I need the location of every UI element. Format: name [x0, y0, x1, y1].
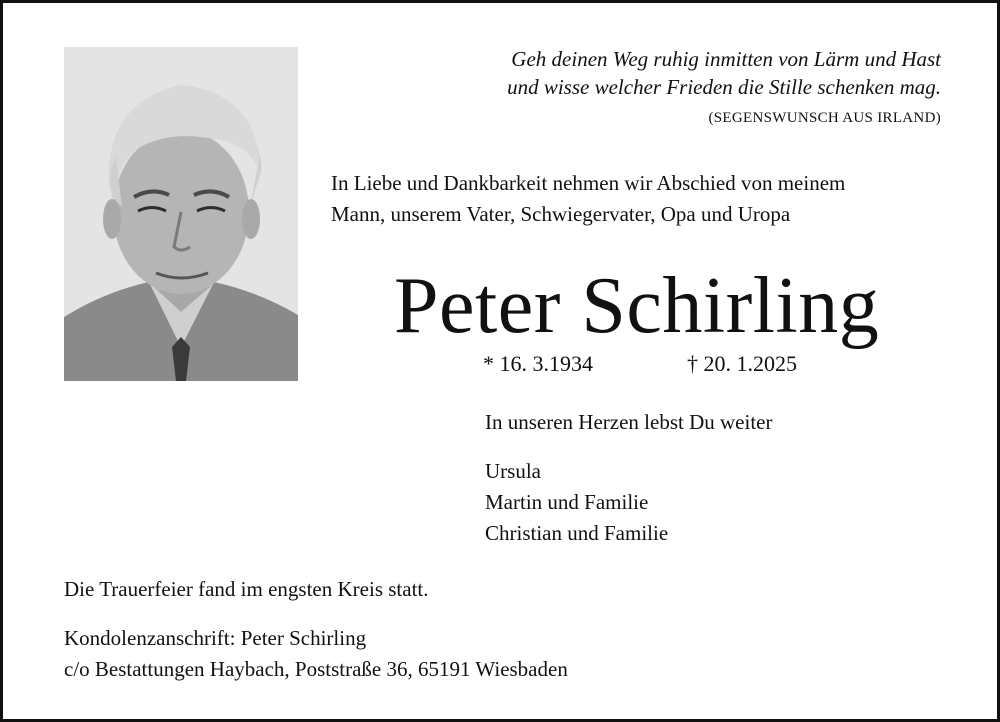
mourners-list [485, 456, 668, 549]
condolence-line-2: c/o Bestattungen Haybach, Poststraße 36, 65191 Wiesbaden [64, 657, 568, 681]
funeral-note: Die Trauerfeier fand im engsten Kreis statt. [64, 577, 429, 601]
death-date: † 20. 1.2025 [687, 351, 797, 376]
quote-source: (SEGENSWUNSCH AUS IRLAND) [708, 110, 941, 126]
intro-text [331, 168, 971, 230]
intro-line-2: Mann, unserem Vater, Schwiegervater, Opa und Uropa [331, 202, 791, 226]
condolence-line-1: Kondolenzanschrift: Peter Schirling [64, 626, 367, 650]
mourner-item: Christian und Familie [485, 521, 669, 545]
portrait-illustration [64, 47, 298, 381]
quote-line-2: und wisse welcher Frieden die Stille schenken mag. [507, 75, 941, 99]
intro-line-1: In Liebe und Dankbarkeit nehmen wir Abschied von meinem [331, 171, 846, 195]
deceased-name: Peter Schirling [394, 262, 880, 350]
condolence-address [64, 623, 568, 685]
birth-date: * 16. 3.1934 [483, 351, 593, 376]
portrait-photo [64, 47, 298, 381]
quote-line-1: Geh deinen Weg ruhig inmitten von Lärm und Hast [511, 47, 941, 71]
epigraph-quote [381, 45, 941, 101]
mourner-item: Martin und Familie [485, 490, 649, 514]
memorial-motto: In unseren Herzen lebst Du weiter [485, 410, 773, 434]
mourner-item: Ursula [485, 459, 541, 483]
